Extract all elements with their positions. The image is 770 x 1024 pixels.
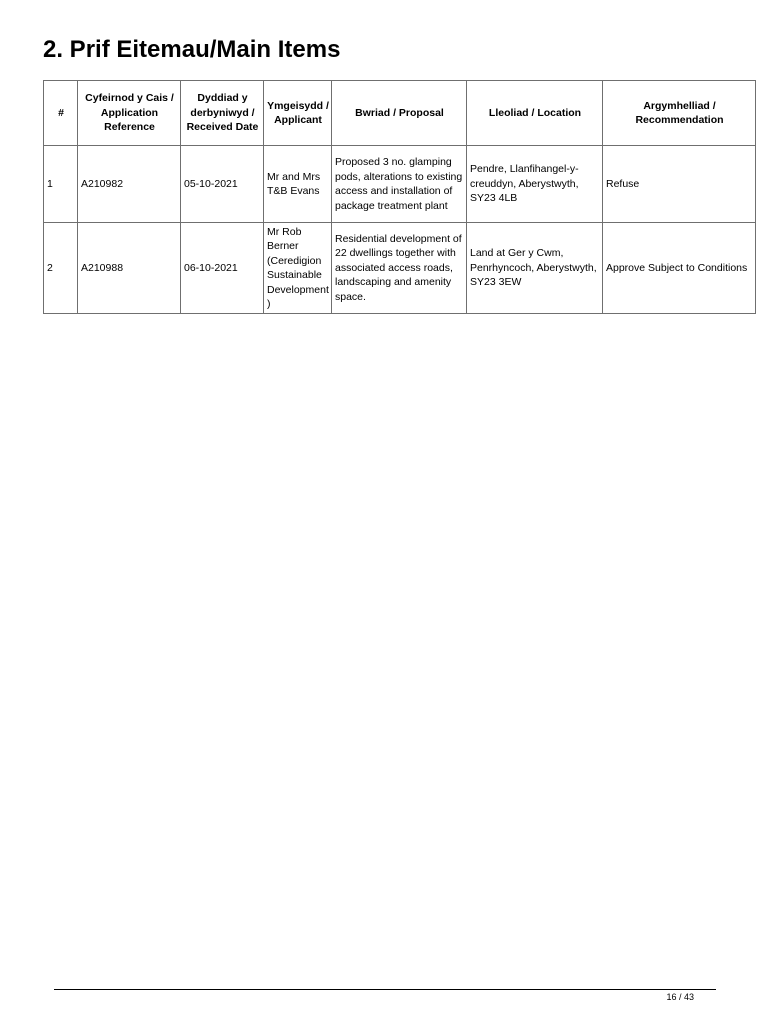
table-row — [44, 146, 756, 223]
cell-application-reference: A210988 — [78, 223, 181, 314]
cell-recommendation: Approve Subject to Conditions — [603, 223, 756, 314]
header-recommendation: Argymhelliad / Recommendation — [603, 81, 756, 146]
header-number: # — [44, 81, 78, 146]
cell-proposal: Proposed 3 no. glamping pods, alterations to existing access and installation of package treatment plant — [332, 146, 467, 223]
footer-divider — [54, 989, 716, 990]
cell-proposal: Residential development of 22 dwellings together with associated access roads, landscaping and amenity space. — [332, 223, 467, 314]
cell-location: Land at Ger y Cwm, Penrhyncoch, Aberystwyth, SY23 3EW — [467, 223, 603, 314]
main-items-table — [43, 80, 756, 314]
cell-location: Pendre, Llanfihangel-y-creuddyn, Aberystwyth, SY23 4LB — [467, 146, 603, 223]
cell-recommendation: Refuse — [603, 146, 756, 223]
header-location: Lleoliad / Location — [467, 81, 603, 146]
cell-number: 1 — [44, 146, 78, 223]
header-received-date: Dyddiad y derbyniwyd / Received Date — [181, 81, 264, 146]
cell-number: 2 — [44, 223, 78, 314]
table-header-row — [44, 81, 756, 146]
header-applicant: Ymgeisydd / Applicant — [264, 81, 332, 146]
cell-received-date: 05-10-2021 — [181, 146, 264, 223]
header-proposal: Bwriad / Proposal — [332, 81, 467, 146]
header-application-reference: Cyfeirnod y Cais / Application Reference — [78, 81, 181, 146]
page-title: 2. Prif Eitemau/Main Items — [43, 36, 341, 63]
cell-applicant: Mr and Mrs T&B Evans — [264, 146, 332, 223]
cell-applicant: Mr Rob Berner (Ceredigion Sustainable Development) — [264, 223, 332, 314]
table-row — [44, 223, 756, 314]
cell-application-reference: A210982 — [78, 146, 181, 223]
page-number: 16 / 43 — [666, 992, 694, 1002]
cell-received-date: 06-10-2021 — [181, 223, 264, 314]
